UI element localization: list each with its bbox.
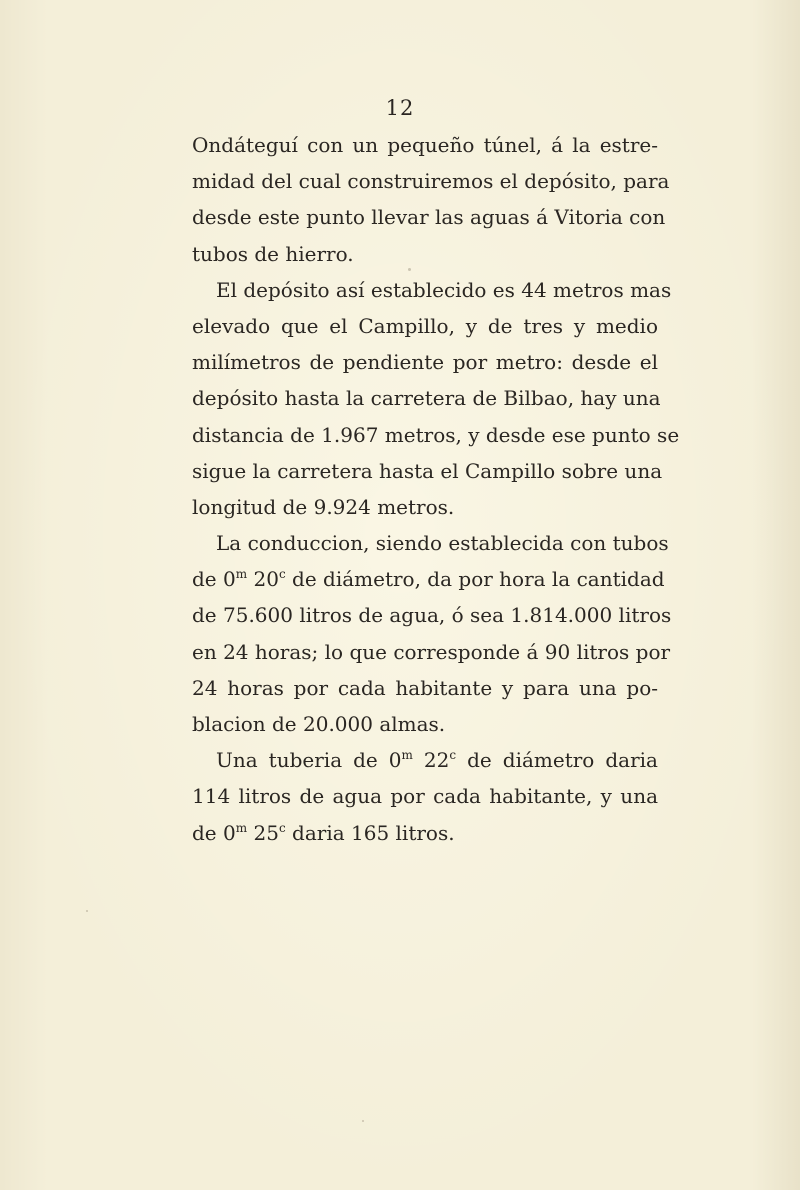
text-line: El depósito así establecido es 44 metros mas [216, 277, 672, 302]
text-line: de 75.600 litros de agua, ó sea 1.814.000 litros [192, 603, 672, 628]
text-line: 114 litros de agua por cada habitante, y una [192, 784, 658, 809]
text-line: La conduccion, siendo establecida con tubos [216, 531, 669, 556]
text-line: Una tuberia de 0$^m$ 22$^c$ de diámetro daria [216, 748, 658, 773]
text-line: de 0$^m$ 20$^c$ de diámetro, da por hora la cantidad [192, 567, 665, 592]
text-line: 24 horas por cada habitante y para una po- [192, 675, 658, 700]
text-line: de 0$^m$ 25$^c$ daria 165 litros. [192, 820, 455, 845]
body-text [192, 127, 680, 851]
text-line: distancia de 1.967 metros, y desde ese punto se [192, 422, 680, 447]
text-line: milímetros de pendiente por metro: desde el [192, 350, 658, 375]
text-line: Ondáteguí con un pequeño túnel, á la estre- [192, 133, 658, 157]
text-line: blacion de 20.000 almas. [192, 712, 446, 736]
text-line: elevado que el Campillo, y de tres y medio [192, 313, 658, 338]
paper-speck [362, 1120, 364, 1122]
page-number: 12 [385, 96, 415, 120]
paper-speck [86, 910, 88, 912]
text-line: sigue la carretera hasta el Campillo sobre una [192, 458, 663, 483]
text-line: depósito hasta la carretera de Bilbao, hay una [192, 386, 661, 411]
text-line: en 24 horas; lo que corresponde á 90 litros por [192, 639, 671, 664]
text-line: longitud de 9.924 metros. [192, 494, 455, 519]
paper-speck [408, 268, 411, 271]
text-line: desde este punto llevar las aguas á Vitoria con [192, 205, 666, 230]
text-line: tubos de hierro. [192, 241, 354, 266]
text-line: midad del cual construiremos el depósito, para [192, 169, 670, 194]
